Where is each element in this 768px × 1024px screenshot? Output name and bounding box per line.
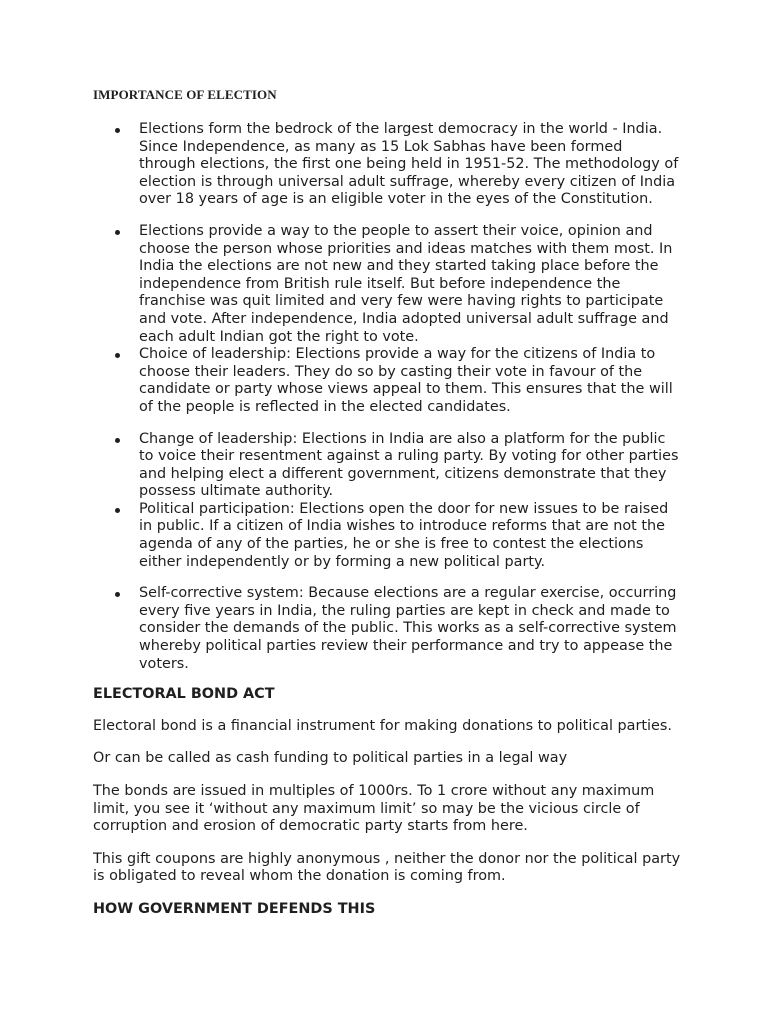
paragraph: Or can be called as cash funding to political parties in a legal way (93, 750, 568, 767)
bullet-item (93, 223, 683, 346)
bullet-dot-icon (115, 508, 120, 513)
bullet-text: Elections provide a way to the people to assert their voice, opinion and choose the person whose priorities and ideas matches with them most. In India the elections are not new and they started taking place before the independence from British rule itself. But before independence the franchise was quit limited and very few were having rights to participate and vote. After independence, India adopted universal adult suffrage and each adult Indian got the right to vote. (139, 222, 673, 345)
bullet-item (93, 431, 683, 501)
bullet-dot-icon (115, 230, 120, 235)
document-title: IMPORTANCE OF ELECTION (93, 87, 277, 102)
bullet-dot-icon (115, 592, 120, 597)
bullet-dot-icon (115, 353, 120, 358)
document-body (93, 86, 683, 933)
bullet-list (93, 121, 683, 673)
paragraph: Electoral bond is a financial instrument for making donations to political parties. (93, 717, 672, 734)
bullet-dot-icon (115, 128, 120, 133)
bullet-text: Elections form the bedrock of the largest democracy in the world - India. Since Independence, as many as 15 Lok Sabhas have been formed through elections, the first one being held in 1951-52. The methodology of election is through universal adult suffrage, whereby every citizen of India over 18 years of age is an eligible voter in the eyes of the Constitution. (139, 121, 679, 208)
bullet-item (93, 501, 683, 571)
paragraph: The bonds are issued in multiples of 1000rs. To 1 crore without any maximum limit, you see it ‘without any maximum limit’ so may be the vicious circle of corruption and erosion of democratic party starts from here. (93, 783, 655, 835)
section-heading-electoral-bond: ELECTORAL BOND ACT (93, 686, 275, 703)
paragraph: This gift coupons are highly anonymous , neither the donor nor the political party is obligated to reveal whom the donation is coming from. (93, 850, 681, 885)
bullet-dot-icon (115, 438, 120, 443)
bullet-text: Political participation: Elections open the door for new issues to be raised in public. If a citizen of India wishes to introduce reforms that are not the agenda of any of the parties, he or she is free to contest the elections either independently or by forming a new political party. (139, 500, 669, 570)
bullet-item (93, 585, 683, 673)
bullet-item (93, 346, 683, 416)
bullet-text: Self-corrective system: Because elections are a regular exercise, occurring every five years in India, the ruling parties are kept in check and made to consider the demands of the public. This works as a self-corrective system whereby political parties review their performance and try to appease the voters. (139, 585, 677, 672)
bullet-text: Choice of leadership: Elections provide a way for the citizens of India to choose their leaders. They do so by casting their vote in favour of the candidate or party whose views appeal to them. This ensures that the will of the people is reflected in the elected candidates. (139, 346, 673, 415)
section-heading-government-defends: HOW GOVERNMENT DEFENDS THIS (93, 900, 376, 917)
bullet-item (93, 121, 683, 209)
bullet-text: Change of leadership: Elections in India are also a platform for the public to voice their resentment against a ruling party. By voting for other parties and helping elect a different government, citizens demonstrate that they possess ultimate authority. (139, 430, 679, 500)
